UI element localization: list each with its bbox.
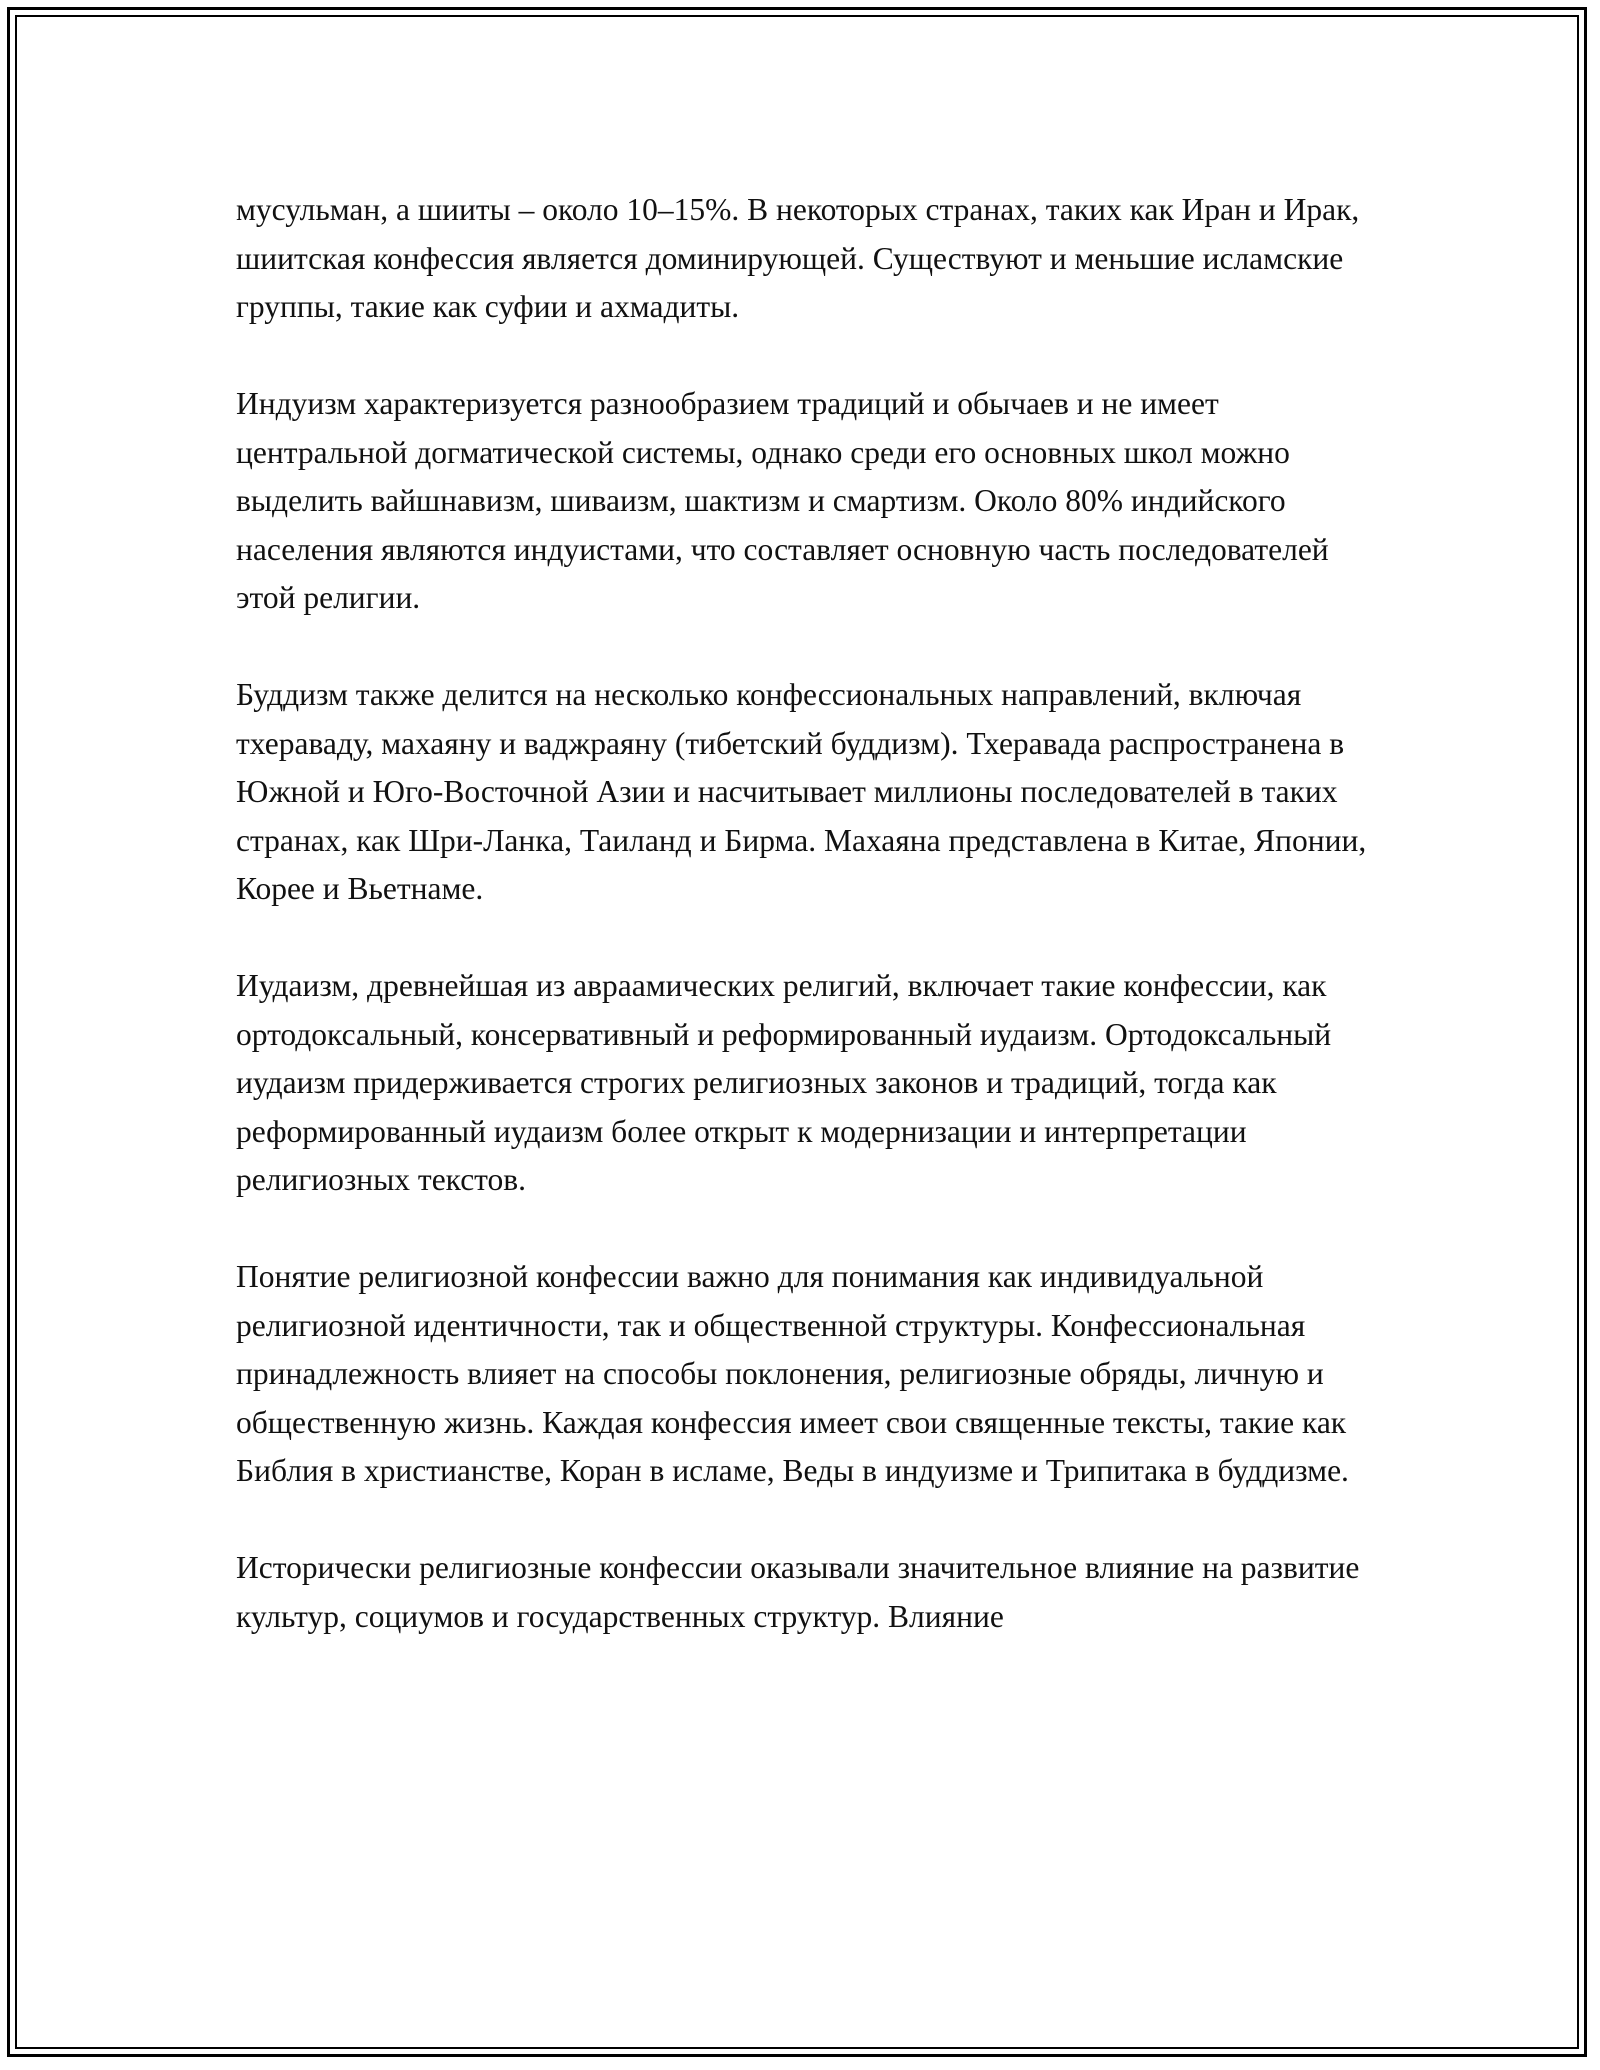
paragraph-judaism: Иудаизм, древнейшая из авраамических религий, включает такие конфессии, как ортодоксальный, консервативный и реформированный иудаизм. Ортодоксальный иудаизм придерживается строгих религиозных законов и традиций, тогда как реформированный иудаизм более открыт к модернизации и интерпретации религиозных текстов. bbox=[236, 968, 1332, 1197]
paragraph-hinduism: Индуизм характеризуется разнообразием традиций и обычаев и не имеет центральной догматической системы, однако среди его основных школ можно выделить вайшнавизм, шиваизм, шактизм и смартизм. Около 80% индийского населения являются индуистами, что составляет основную часть последователей этой религии. bbox=[236, 386, 1329, 615]
paragraph-historical-influence: Исторически религиозные конфессии оказывали значительное влияние на развитие культур, социумов и государственных структур. Влияние bbox=[236, 1550, 1360, 1634]
paragraph-confession-concept: Понятие религиозной конфессии важно для понимания как индивидуальной религиозной идентичности, так и общественной структуры. Конфессиональная принадлежность влияет на способы поклонения, религиозные обряды, личную и общественную жизнь. Каждая конфессия имеет свои священные тексты, такие как Библия в христианстве, Коран в исламе, Веды в индуизме и Трипитака в буддизме. bbox=[236, 1259, 1349, 1488]
document-body bbox=[236, 186, 1376, 1690]
paragraph-islam-branches: мусульман, а шииты – около 10–15%. В некоторых странах, таких как Иран и Ирак, шиитская конфессия является доминирующей. Существуют и меньшие исламские группы, такие как суфии и ахмадиты. bbox=[236, 192, 1360, 324]
paragraph-buddhism: Буддизм также делится на несколько конфессиональных направлений, включая тхераваду, махаяну и ваджраяну (тибетский буддизм). Тхеравада распространена в Южной и Юго-Восточной Азии и насчитывает миллионы последователей в таких странах, как Шри-Ланка, Таиланд и Бирма. Махаяна представлена в Китае, Японии, Корее и Вьетнаме. bbox=[236, 677, 1367, 906]
